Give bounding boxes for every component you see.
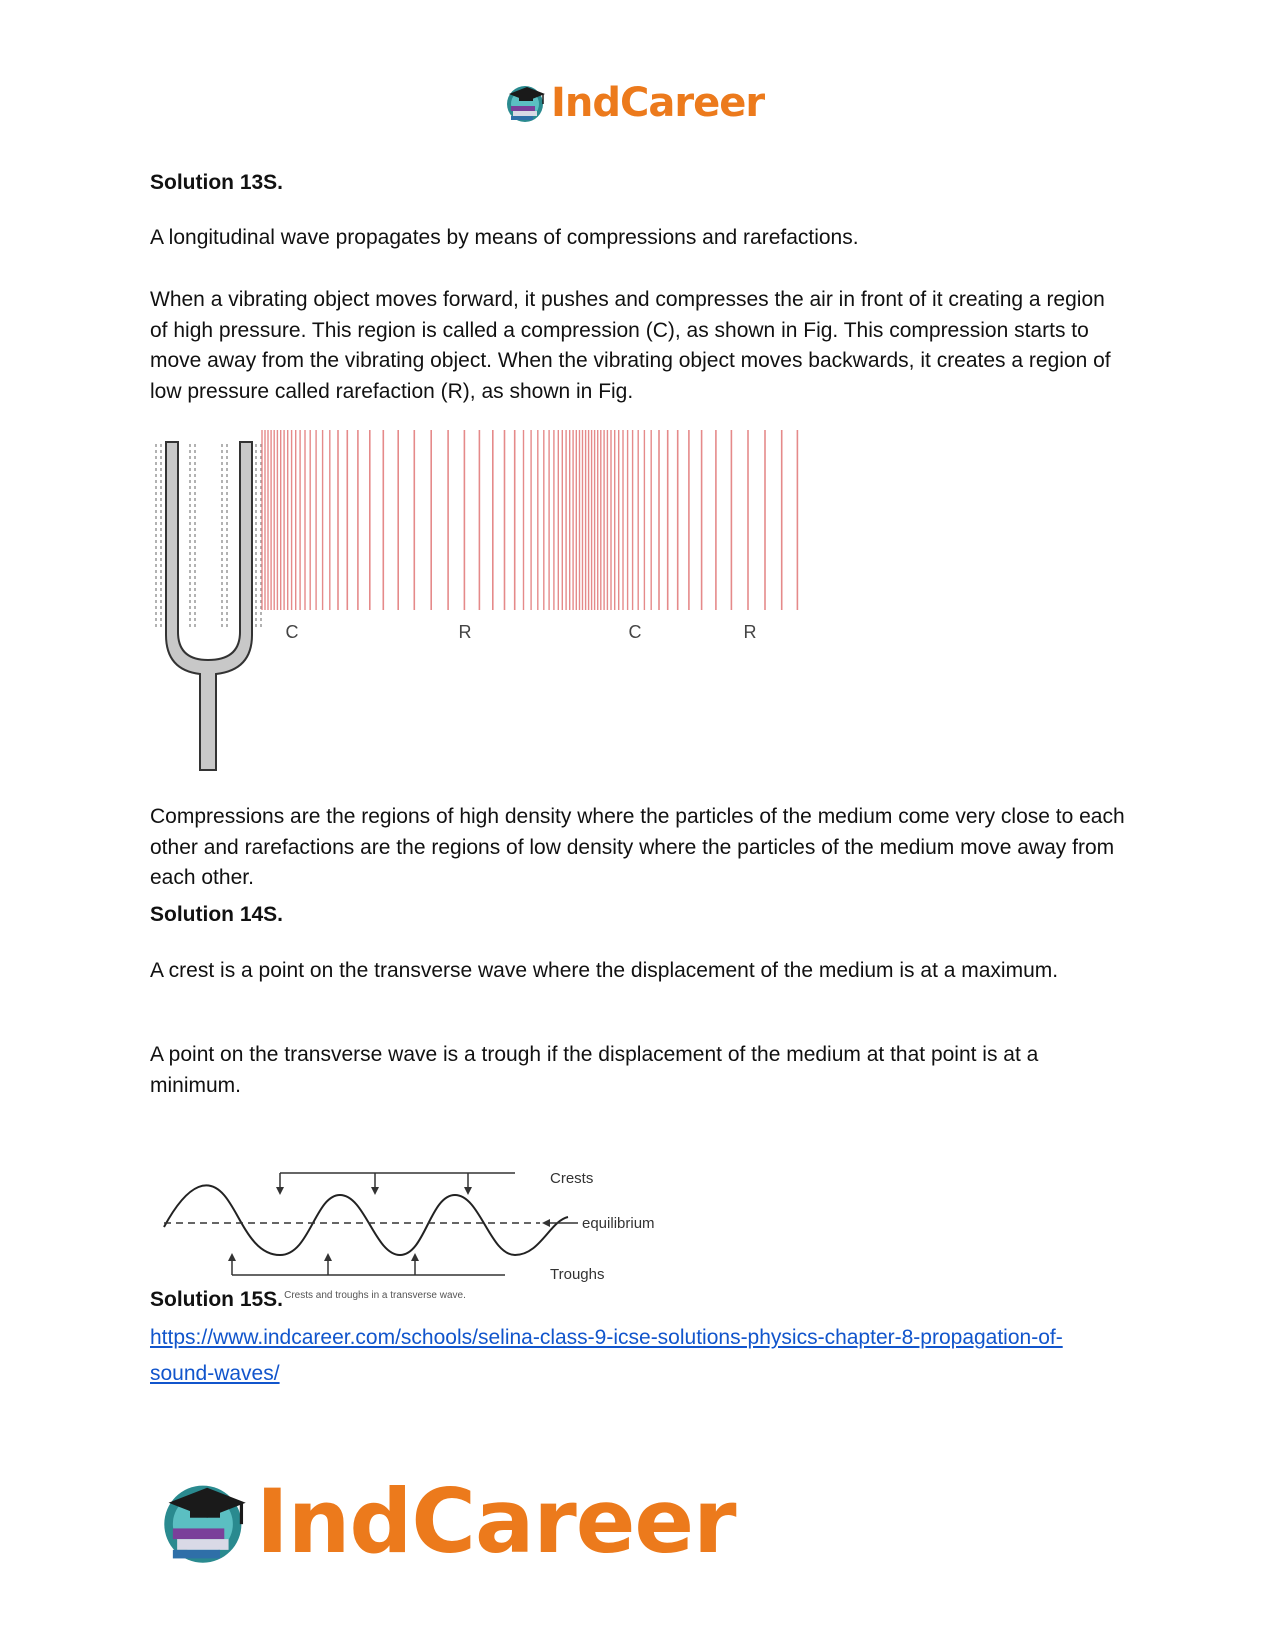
wave-label-4: R — [743, 622, 757, 642]
solution-13s-paragraph-2 — [150, 285, 1125, 407]
arrow-down-icon — [276, 1187, 284, 1195]
arrow-up-icon — [411, 1253, 419, 1261]
pressure-lines — [262, 430, 797, 610]
solution-15s-heading: Solution 15S. — [150, 1288, 284, 1311]
paragraph-text: A point on the transverse wave is a trough if the displacement of the medium at that point is at a minimum. — [150, 1043, 1039, 1097]
longitudinal-wave-figure — [150, 430, 850, 790]
solution-link[interactable]: https://www.indcareer.com/schools/selina-class-9-icse-solutions-physics-chapter-8-propagation-of-sound-waves/ — [150, 1326, 1063, 1385]
arrow-up-icon — [324, 1253, 332, 1261]
tuning-fork-icon — [156, 442, 261, 770]
wave-label-3: C — [628, 622, 642, 642]
paragraph-text: A longitudinal wave propagates by means of compressions and rarefactions. — [150, 226, 859, 249]
solution-14s-heading: Solution 14S. — [150, 903, 284, 926]
solution-13s-paragraph-1 — [150, 223, 1125, 254]
arrow-up-icon — [228, 1253, 236, 1261]
arrow-down-icon — [464, 1187, 472, 1195]
wave-label-1: C — [285, 622, 299, 642]
arrow-down-icon — [371, 1187, 379, 1195]
graduation-cap-globe-books-icon — [505, 82, 547, 124]
transverse-wave-curve — [164, 1185, 568, 1255]
solution-14s-paragraph-2 — [150, 1040, 1125, 1101]
trough-bracket — [232, 1259, 505, 1275]
brand-name: IndCareer — [551, 80, 765, 126]
troughs-label: Troughs — [550, 1266, 605, 1283]
figure-caption: Crests and troughs in a transverse wave. — [284, 1290, 466, 1301]
solution-13s-heading: Solution 13S. — [150, 171, 284, 194]
logo-top — [505, 80, 764, 126]
solution-14s-paragraph-1 — [150, 956, 1125, 987]
crest-bracket — [280, 1173, 515, 1189]
solution-13s-paragraph-3 — [150, 802, 1125, 894]
paragraph-text: Compressions are the regions of high density where the particles of the medium come very close to each other and rarefactions are the regions of low density where the particles of the medium move away from each other. — [150, 805, 1125, 889]
paragraph-text: When a vibrating object moves forward, it pushes and compresses the air in front of it creating a region of high pressure. This region is called a compression (C), as shown in Fig. This compression starts to move away from the vibrating object. When the vibrating object moves backwards, it creates a region of low pressure called rarefaction (R), as shown in Fig. — [150, 288, 1111, 403]
graduation-cap-globe-books-icon — [160, 1477, 250, 1567]
paragraph-text: A crest is a point on the transverse wave where the displacement of the medium is at a maximum. — [150, 959, 1059, 982]
logo-bottom — [160, 1470, 736, 1573]
brand-name: IndCareer — [256, 1470, 736, 1573]
arrow-left-icon — [542, 1219, 550, 1227]
crests-label: Crests — [550, 1170, 594, 1187]
equilibrium-label: equilibrium — [582, 1215, 655, 1232]
wave-label-2: R — [458, 622, 472, 642]
solution-15s-link-block — [150, 1320, 1125, 1392]
